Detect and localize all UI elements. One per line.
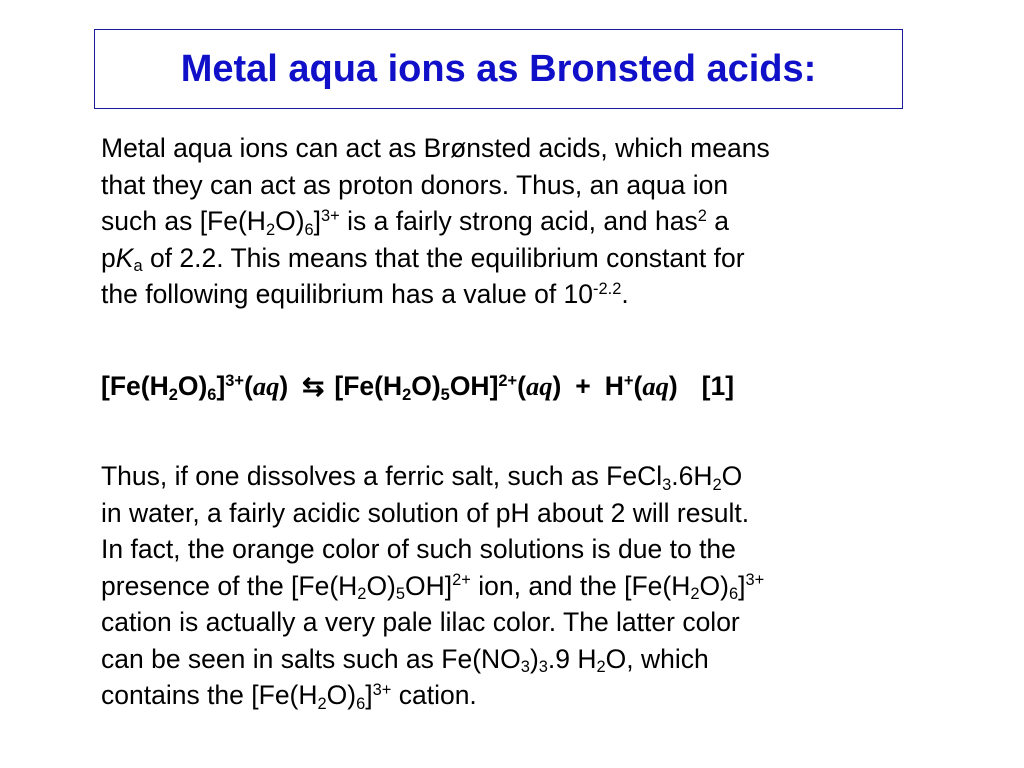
ferric-line-3: In fact, the orange color of such solutions is due to the — [101, 534, 736, 564]
ferric-line-1: Thus, if one dissolves a ferric salt, such as $FeCl_3.6H_2O$ — [101, 461, 743, 494]
paragraph-ferric-salt — [101, 458, 764, 714]
ferric-line-2: in water, a fairly acidic solution of pH about 2 will result. — [101, 497, 750, 528]
equilibrium-arrow: ⇆ — [302, 371, 325, 401]
paragraph-intro — [101, 130, 770, 313]
equilibrium-equation: $[Fe(H_2O)_6]^{3+}(aq)$ ⇆ $[Fe(H_2O)_5OH]^{2+}(aq) + H^+(aq)$ [1] — [101, 371, 735, 404]
title-box — [94, 29, 903, 109]
equation-label: [1] — [701, 371, 735, 401]
ferric-line-7: contains the $[Fe(H_2O)_6]^{3+}$ cation. — [101, 680, 477, 713]
intro-line-3: such as $[Fe(H_2O)_6]^{3+}$ is a fairly strong acid, and has$^2$ a — [101, 206, 729, 239]
slide-title: Metal aqua ions as Bronsted acids: — [180, 47, 817, 90]
ferric-line-5: cation is actually a very pale lilac color. The latter color — [101, 607, 740, 637]
ferric-line-4: presence of the $[Fe(H_2O)_5OH]^{2+}$ ion, and the $[Fe(H_2O)_6]^{3+}$ — [101, 570, 765, 604]
intro-line-1: Metal aqua ions can act as Brønsted acids, which means — [101, 133, 770, 163]
intro-line-2: that they can act as proton donors. Thus, an aqua ion — [101, 169, 729, 200]
intro-line-4: $pK_a$ of 2.2. This means that the equilibrium constant for — [101, 242, 745, 276]
ferric-line-6: can be seen in salts such as $Fe(NO_3)_3.9$ $H_2O$, which — [101, 643, 709, 677]
intro-line-5: the following equilibrium has a value of $10^{-2.2}$. — [101, 279, 629, 309]
plus-sign: + — [575, 371, 591, 401]
